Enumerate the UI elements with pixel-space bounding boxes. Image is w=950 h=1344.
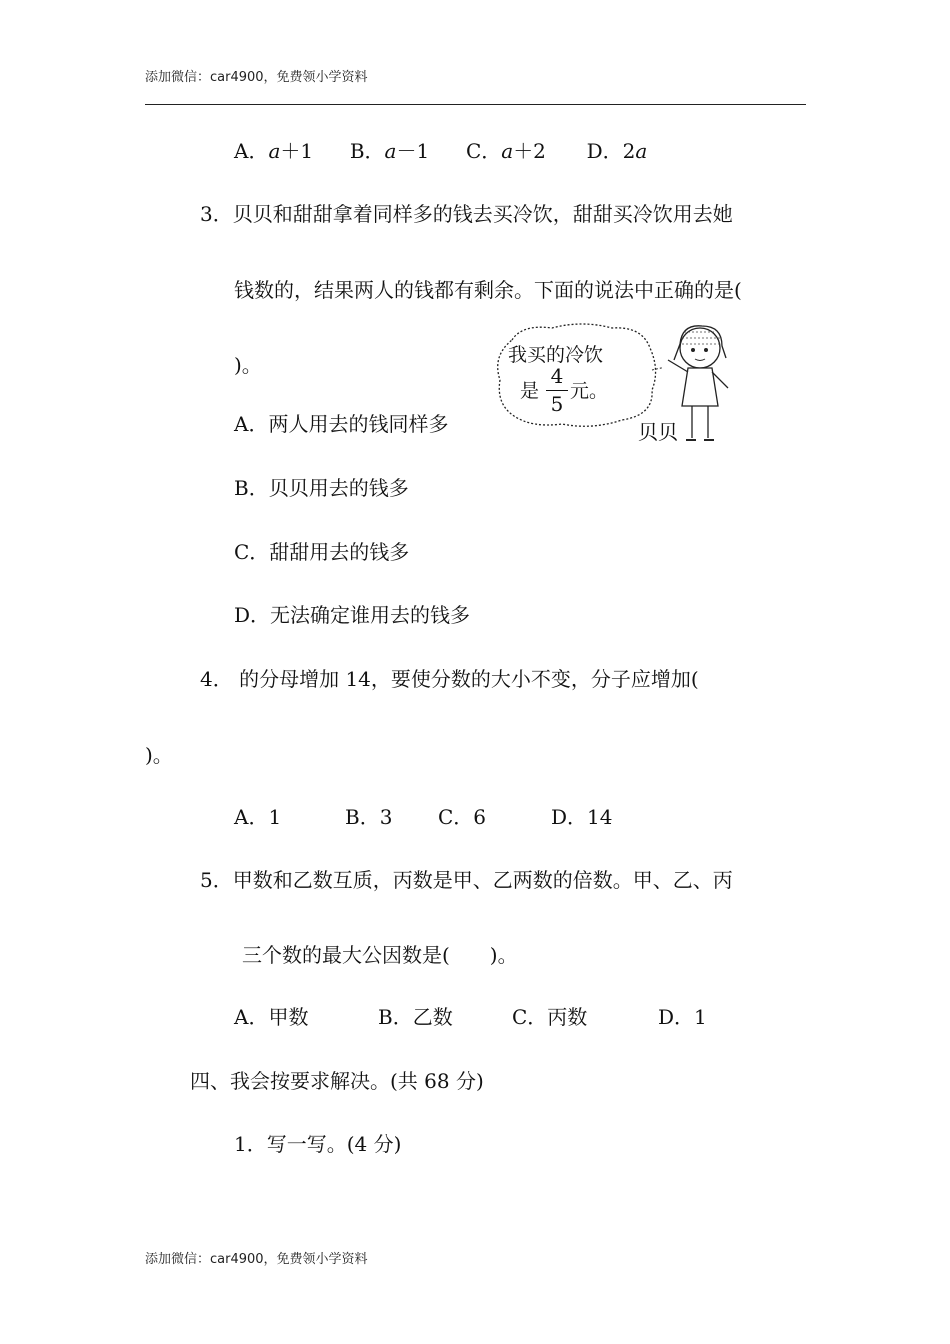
bubble-fraction-numerator: 4 (550, 364, 564, 388)
q2-options (234, 139, 647, 163)
q5-option-d: D．1 (658, 1005, 707, 1029)
character-label: 贝贝 (638, 420, 678, 444)
q4-option-a: A．1 (234, 805, 282, 829)
q5-option-c: C．丙数 (512, 1005, 588, 1029)
q3-line-1: 3．贝贝和甜甜拿着同样多的钱去买冷饮，甜甜买冷饮用去她 (200, 202, 733, 226)
q4-option-b: B．3 (345, 805, 393, 829)
bubble-fraction-bar (546, 390, 568, 391)
q3-line-3: )。 (234, 353, 262, 377)
q5-option-a: A．甲数 (234, 1005, 309, 1029)
header-note: 添加微信：car4900，免费领小学资料 (145, 70, 368, 85)
q4-line-1: 4． 的分母增加 14，要使分数的大小不变，分子应增加( (200, 667, 699, 691)
section-4-title: 四、我会按要求解决。(共 68 分) (190, 1069, 484, 1093)
q2-option-a: A．a＋1 (234, 139, 314, 163)
bubble-line-1: 我买的冷饮 (508, 344, 604, 366)
speech-bubble (492, 320, 662, 430)
bubble-outline-icon (492, 320, 662, 430)
q4-option-c: C．6 (438, 805, 487, 829)
q5-line-2: 三个数的最大公因数是( )。 (242, 943, 518, 967)
footer-note: 添加微信：car4900，免费领小学资料 (145, 1252, 368, 1267)
q3-option-a: A．两人用去的钱同样多 (234, 412, 449, 436)
q3-line-2: 钱数的，结果两人的钱都有剩余。下面的说法中正确的是( (234, 278, 742, 302)
q2-option-d: D．2a (586, 139, 648, 163)
q3-option-d: D．无法确定谁用去的钱多 (234, 603, 471, 627)
q5-option-b: B．乙数 (378, 1005, 453, 1029)
q3-option-b: B．贝贝用去的钱多 (234, 476, 409, 500)
q3-option-c: C．甜甜用去的钱多 (234, 540, 410, 564)
bubble-suffix: 元。 (570, 380, 609, 402)
q2-option-c: C．a＋2 (465, 139, 546, 163)
q2-option-b: B．a－1 (349, 139, 430, 163)
bubble-prefix: 是 (520, 380, 540, 402)
header-rule (145, 104, 806, 105)
bubble-fraction-denominator: 5 (550, 392, 564, 416)
q4-option-d: D．14 (551, 805, 613, 829)
q4-line-2: )。 (145, 743, 173, 767)
q5-line-1: 5．甲数和乙数互质，丙数是甲、乙两数的倍数。甲、乙、丙 (200, 868, 733, 892)
section-4-item-1: 1．写一写。(4 分) (234, 1132, 402, 1156)
